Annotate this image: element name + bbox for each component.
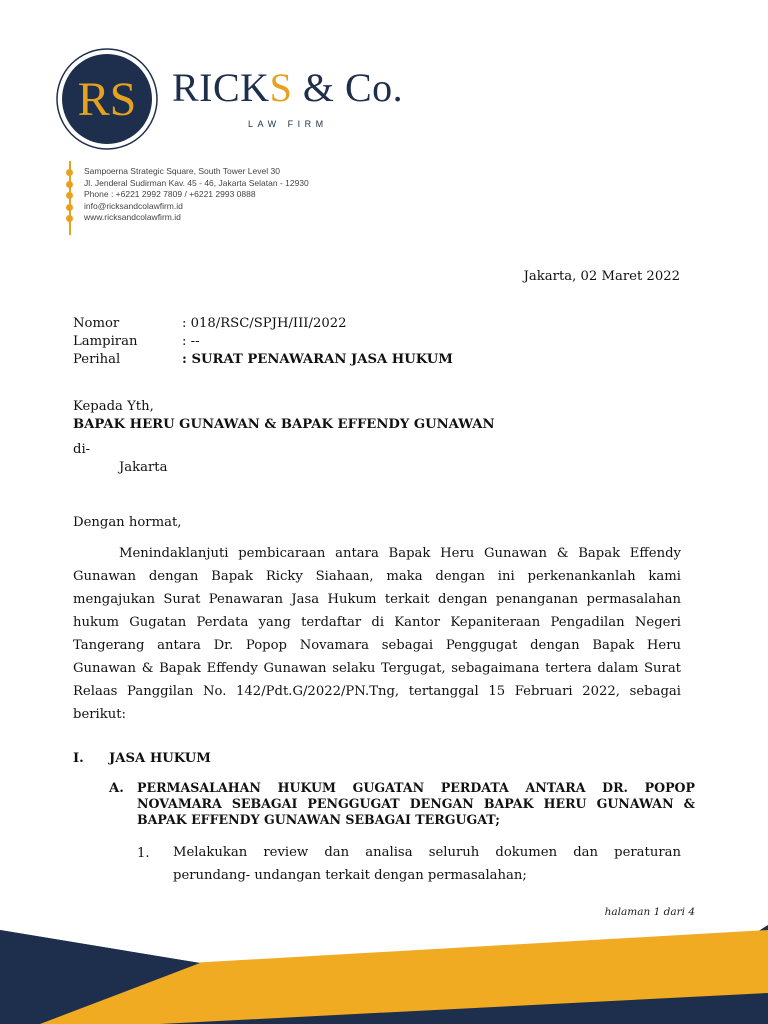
location-dot-icon <box>66 181 73 188</box>
web-dot-icon <box>66 215 73 222</box>
body-line-6: Gunawan & Bapak Effendy Gunawan selaku Tergugat, sebagaimana tertera dalam Surat <box>73 661 681 676</box>
firm-name-accent: S <box>269 65 293 110</box>
subsection-line-3: BAPAK EFFENDY GUNAWAN SEBAGAI TERGUGAT; <box>137 812 500 827</box>
subsection-line-2: NOVAMARA SEBAGAI PENGGUGAT DENGAN BAPAK HERU GUNAWAN & <box>137 796 695 811</box>
meta-label-lampiran: Lampiran <box>73 334 138 349</box>
section-number: I. <box>73 751 84 766</box>
body-line-5: Tangerang antara Dr. Popop Novamara sebagai Penggugat dengan Bapak Heru <box>73 638 681 653</box>
footer-decoration <box>0 915 768 1024</box>
meta-value-nomor: : 018/RSC/SPJH/III/2022 <box>182 316 347 331</box>
meta-value-lampiran: : -- <box>182 334 200 349</box>
phone-dot-icon <box>66 192 73 199</box>
recipient-city: Jakarta <box>119 460 168 475</box>
firm-name-part2: & Co. <box>292 65 404 110</box>
subsection-letter: A. <box>109 781 124 796</box>
recipient-di: di- <box>73 442 91 457</box>
item-line-2: perundang- undangan terkait dengan permasalahan; <box>173 868 527 883</box>
firm-logo <box>55 47 159 151</box>
greeting: Dengan hormat, <box>73 515 182 530</box>
location-dot-icon <box>66 169 73 176</box>
item-line-1: Melakukan review dan analisa seluruh dokumen dan peraturan <box>173 845 681 860</box>
firm-name-part1: RICK <box>172 65 270 110</box>
meta-label-perihal: Perihal <box>73 352 121 367</box>
firm-subtitle: LAW FIRM <box>248 119 328 129</box>
recipient-name: BAPAK HERU GUNAWAN & BAPAK EFFENDY GUNAWAN <box>73 417 495 432</box>
meta-value-perihal: : SURAT PENAWARAN JASA HUKUM <box>182 352 453 367</box>
body-line-4: hukum Gugatan Perdata yang terdaftar di Kantor Kepaniteraan Pengadilan Negeri <box>73 615 681 630</box>
body-line-7: Relaas Panggilan No. 142/Pdt.G/2022/PN.Tng, tertanggal 15 Februari 2022, sebagai <box>73 684 681 699</box>
body-line-3: mengajukan Surat Penawaran Jasa Hukum terkait dengan penanganan permasalahan <box>73 592 681 607</box>
subsection-line-1: PERMASALAHAN HUKUM GUGATAN PERDATA ANTARA DR. POPOP <box>137 780 695 795</box>
email-dot-icon <box>66 204 73 211</box>
page-indicator: halaman 1 dari 4 <box>604 906 695 918</box>
section-title: JASA HUKUM <box>109 751 211 766</box>
meta-label-nomor: Nomor <box>73 316 120 331</box>
place-date: Jakarta, 02 Maret 2022 <box>523 269 680 284</box>
logo-monogram: RS <box>77 73 137 126</box>
body-line-1: Menindaklanjuti pembicaraan antara Bapak Heru Gunawan & Bapak Effendy <box>119 546 681 561</box>
recipient-intro: Kepada Yth, <box>73 399 154 414</box>
item-number: 1. <box>137 846 150 861</box>
body-line-2: Gunawan dengan Bapak Ricky Siahaan, maka dengan ini perkenankanlah kami <box>73 569 681 584</box>
body-line-8: berikut: <box>73 707 126 722</box>
firm-name <box>172 65 404 110</box>
